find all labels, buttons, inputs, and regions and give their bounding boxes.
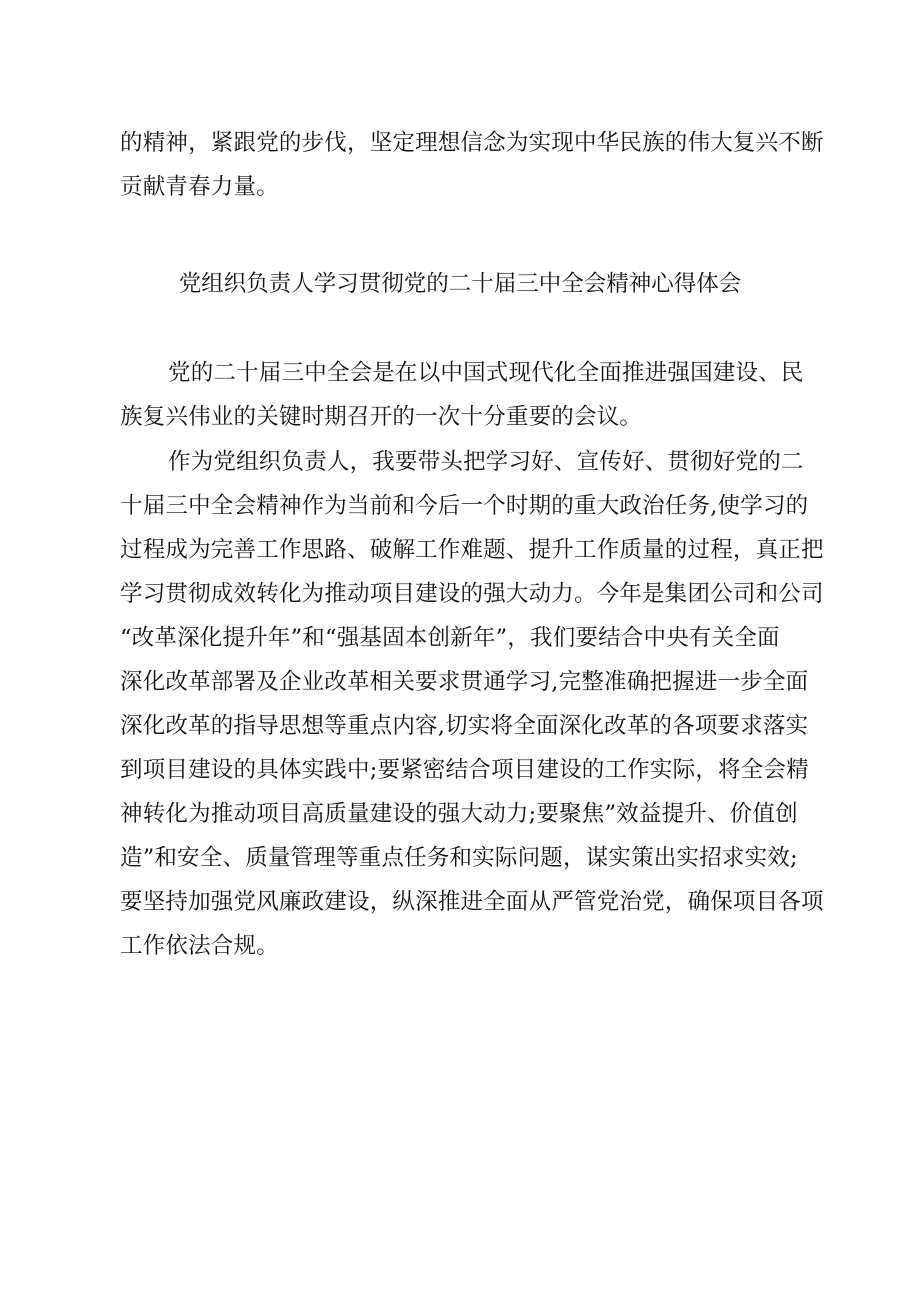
- paragraph-2-line-3: 过程成为完善工作思路、破解工作难题、提升工作质量的过程，真正把: [120, 537, 824, 563]
- paragraph-2-line-9: 神转化为推动项目高质量建设的强大动力;要聚焦”效益提升、价值创: [120, 801, 798, 827]
- paragraph-2-line-4: 学习贯彻成效转化为推动项目建设的强大动力。今年是集团公司和公司: [120, 581, 824, 607]
- paragraph-2-line-11: 要坚持加强党风廉政建设，纵深推进全面从严管党治党，确保项目各项: [120, 889, 824, 915]
- paragraph-1-line-1: 党的二十届三中全会是在以中国式现代化全面推进强国建设、民: [168, 360, 804, 386]
- continuation-line-1: 的精神，紧跟党的步伐，坚定理想信念为实现中华民族的伟大复兴不断: [120, 130, 824, 156]
- paragraph-2-line-10: 造”和安全、质量管理等重点任务和实际问题，谋实策出实招求实效;: [120, 845, 798, 871]
- paragraph-2-line-5: “改革深化提升年”和“强基固本创新年”，我们要结合中央有关全面: [120, 625, 780, 651]
- paragraph-2-line-1: 作为党组织负责人，我要带头把学习好、宣传好、贯彻好党的二: [168, 449, 804, 475]
- paragraph-2-line-8: 到项目建设的具体实践中;要紧密结合项目建设的工作实际，将全会精: [120, 757, 809, 783]
- paragraph-2-line-2: 十届三中全会精神作为当前和今后一个时期的重大政治任务,使学习的: [120, 493, 809, 519]
- paragraph-1-line-2: 族复兴伟业的关键时期召开的一次十分重要的会议。: [120, 404, 643, 430]
- paragraph-2-line-7: 深化改革的指导思想等重点内容,切实将全面深化改革的各项要求落实: [120, 713, 809, 739]
- document-title: 党组织负责人学习贯彻党的二十届三中全会精神心得体会: [178, 271, 742, 297]
- continuation-line-2: 贡献青春力量。: [120, 174, 279, 200]
- paragraph-2-line-6: 深化改革部署及企业改革相关要求贯通学习,完整准确把握进一步全面: [120, 669, 809, 695]
- paragraph-2-line-12: 工作依法合规。: [120, 933, 279, 959]
